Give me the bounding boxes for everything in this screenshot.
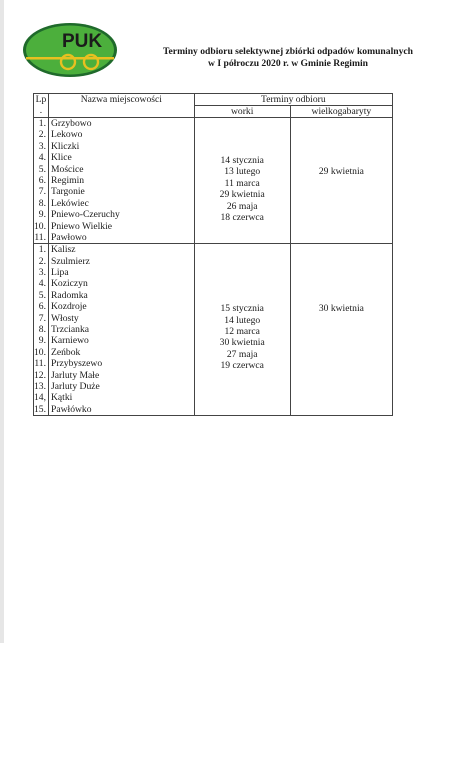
header-collection-dates: Terminy odbioru: [194, 94, 392, 106]
list-item: Pawłowo: [51, 231, 87, 243]
list-item: Lekowo: [51, 129, 83, 141]
list-item: Jarluty Duże: [51, 380, 100, 392]
list-item: Zeńbok: [51, 346, 81, 358]
list-item: Karniewo: [51, 335, 89, 347]
list-item: Pniewo-Czeruchy: [51, 209, 120, 221]
group-1-numbers: 1. 2. 3. 4. 5. 6. 7. 8. 9. 10. 11.: [34, 118, 49, 244]
list-item: Szulmierz: [51, 255, 90, 267]
list-item: Kalisz: [51, 244, 76, 256]
list-item: Grzybowo: [51, 118, 92, 129]
document-title: [128, 46, 448, 70]
list-item: Lipa: [51, 267, 69, 279]
logo-text: PUK: [62, 31, 103, 52]
list-item: Pniewo Wielkie: [51, 220, 112, 232]
group-1-bulky-date: 29 kwietnia: [290, 118, 392, 244]
puk-logo: [22, 22, 118, 78]
group-1-places: [49, 118, 195, 244]
list-item: Kątki: [51, 392, 73, 404]
table-row-group-2: [34, 244, 393, 416]
group-2-numbers: 1. 2. 3. 4. 5. 6. 7. 8. 9. 10. 11. 12. 13. 14, 15.: [34, 244, 49, 416]
list-item: Kliczki: [51, 140, 80, 152]
title-line-2: w I półroczu 2020 r. w Gminie Regimin: [208, 58, 368, 69]
list-item: Targonie: [51, 186, 85, 198]
list-item: Klice: [51, 152, 72, 164]
group-2-places: [49, 244, 195, 416]
list-item: Mościce: [51, 163, 84, 175]
list-item: Jarluty Małe: [51, 369, 100, 381]
group-2-bag-dates: 15 stycznia 14 lutego 12 marca 30 kwietnia 27 maja 19 czerwca: [194, 244, 290, 416]
list-item: Kozdroje: [51, 301, 87, 313]
header-place-name: Nazwa miejscowości: [49, 94, 195, 118]
list-item: Lekówiec: [51, 197, 89, 209]
group-2-bulky-date: 30 kwietnia: [290, 244, 392, 416]
list-item: Radomka: [51, 289, 88, 301]
schedule-table: [33, 93, 393, 416]
list-item: Koziczyn: [51, 278, 88, 290]
list-item: Przybyszewo: [51, 358, 103, 370]
table-row-group-1: [34, 118, 393, 244]
logo-bar: [26, 57, 114, 60]
scan-edge: [0, 0, 4, 643]
header-lp: Lp .: [34, 94, 49, 118]
list-item: Pawłówko: [51, 403, 92, 415]
header-bulky: wielkogabaryty: [290, 106, 392, 118]
title-line-1: Terminy odbioru selektywnej zbiórki odpadów komunalnych: [163, 46, 413, 57]
header-bags: worki: [194, 106, 290, 118]
list-item: Trzcianka: [51, 324, 90, 336]
list-item: Włosty: [51, 312, 79, 324]
group-1-bag-dates: 14 stycznia 13 lutego 11 marca 29 kwietnia 26 maja 18 czerwca: [194, 118, 290, 244]
list-item: Regimin: [51, 174, 85, 186]
